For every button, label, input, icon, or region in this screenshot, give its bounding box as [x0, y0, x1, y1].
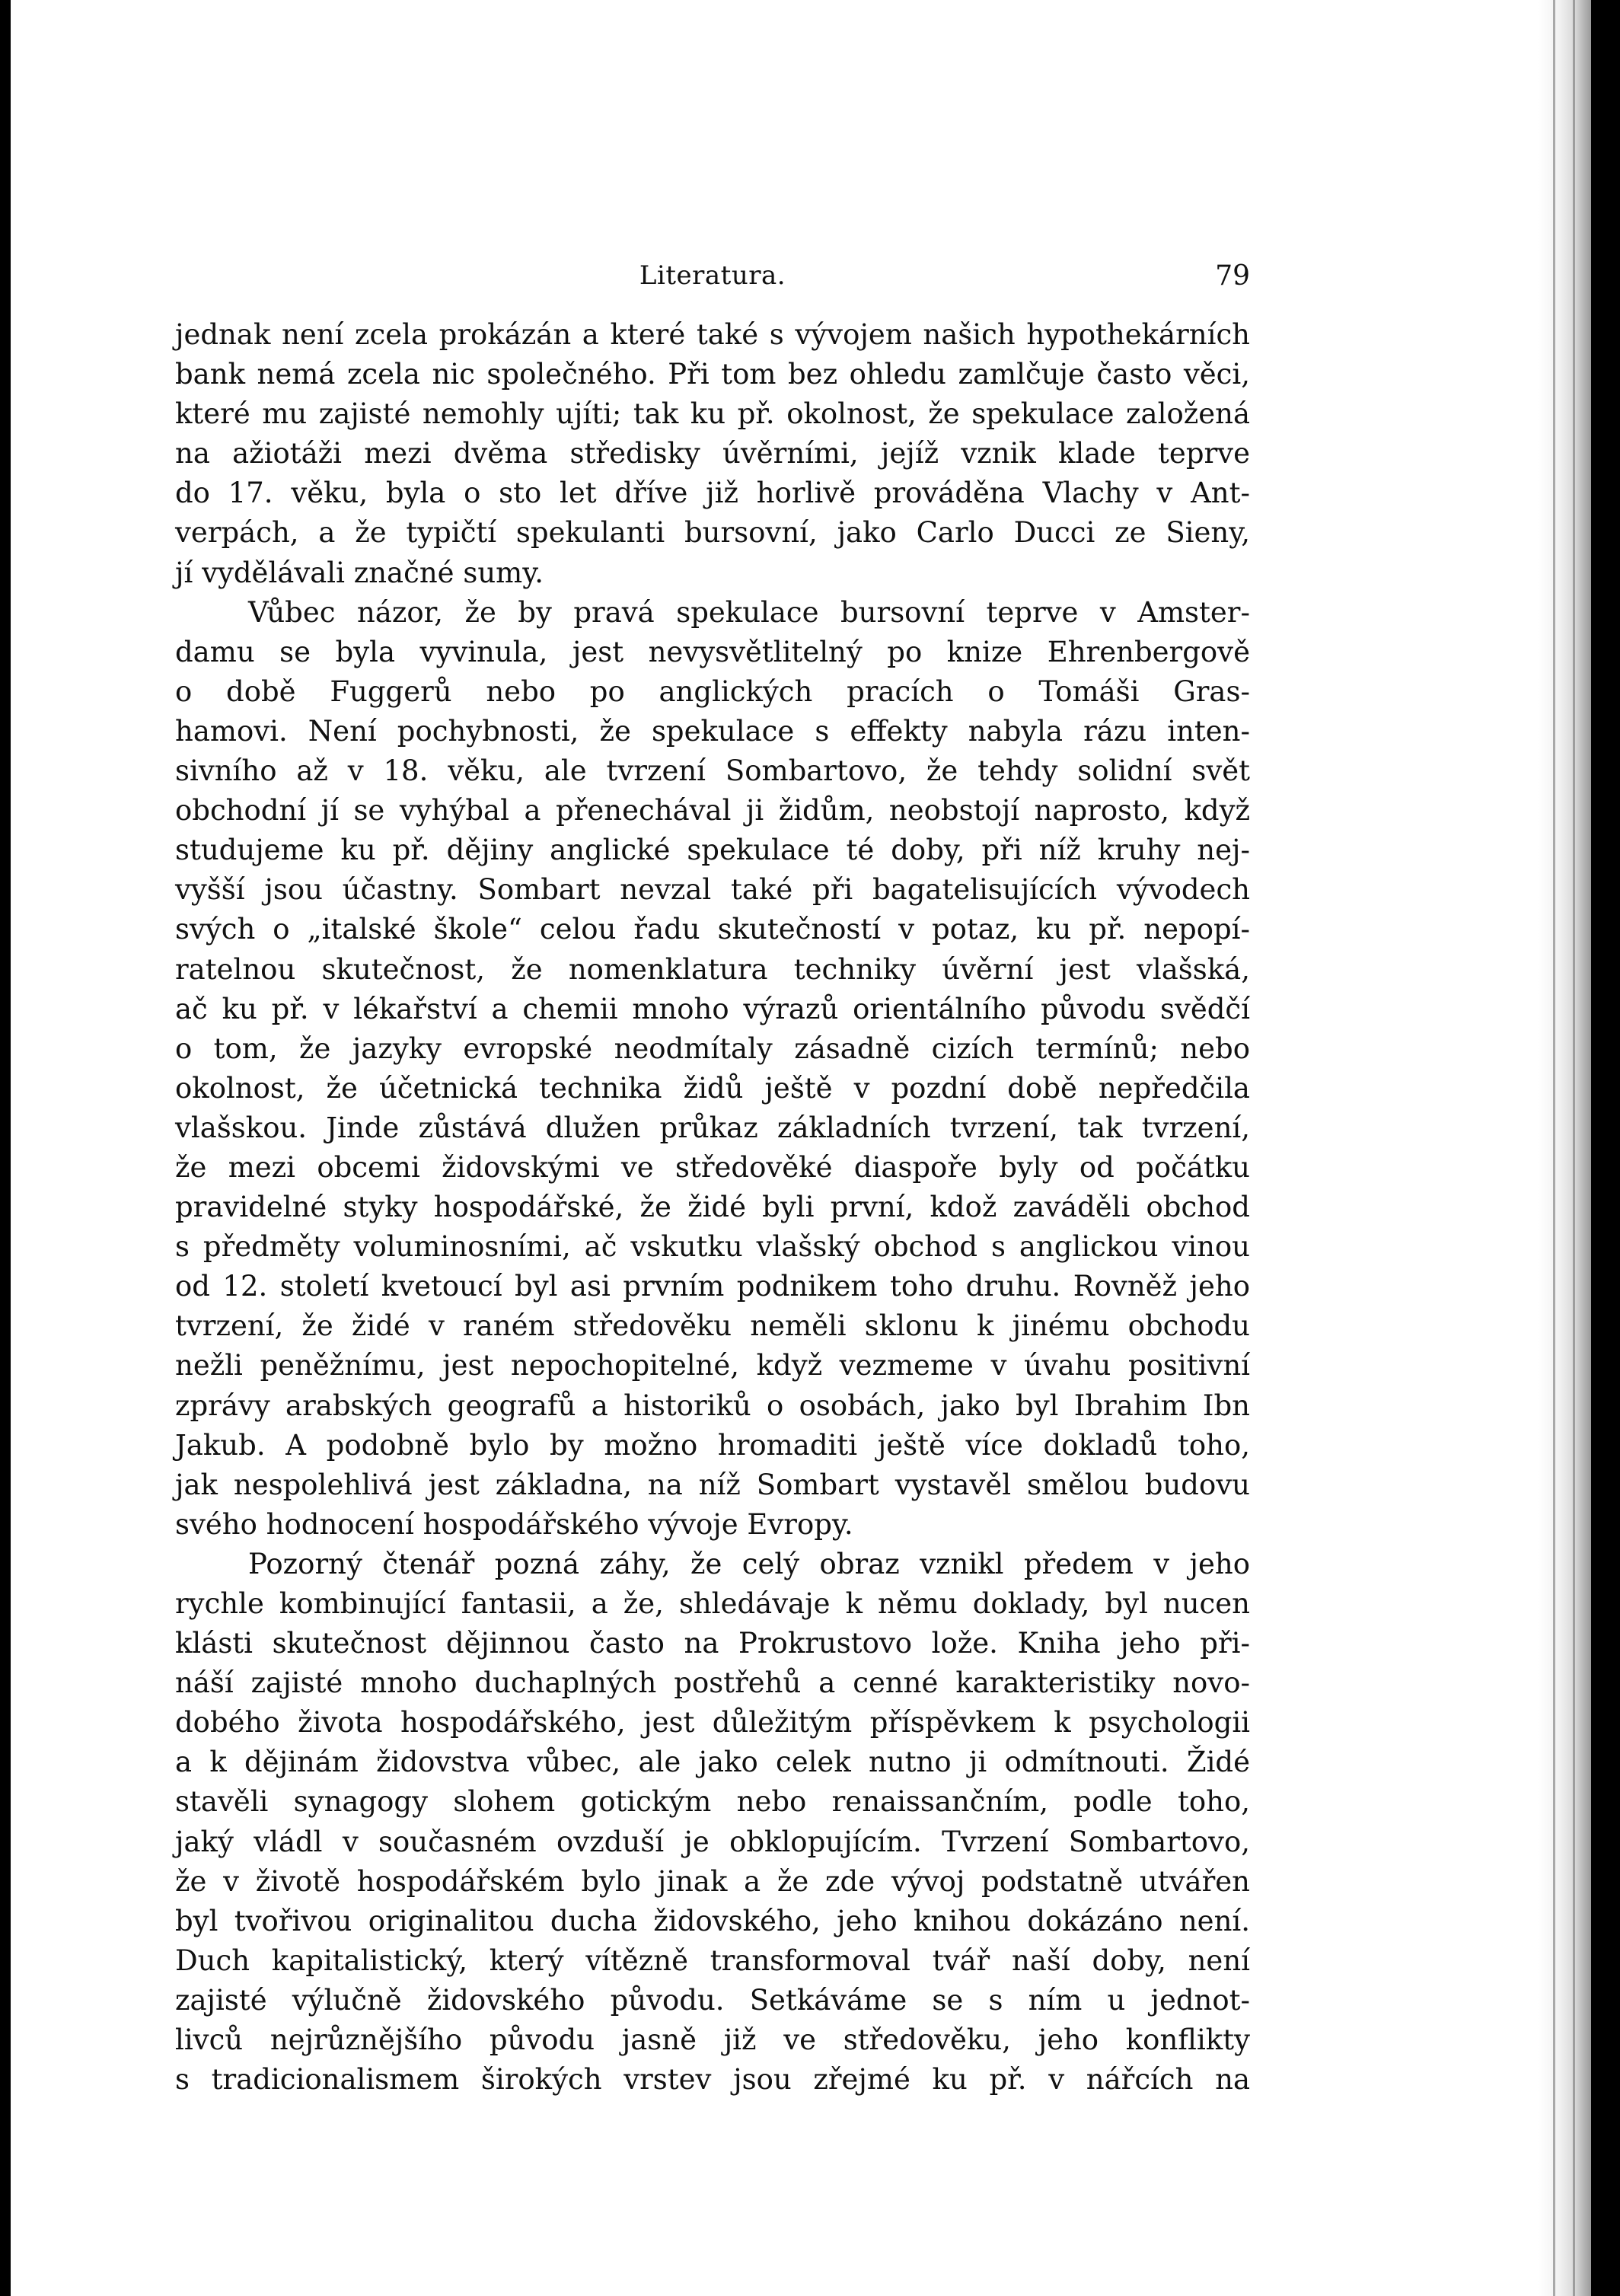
text-line: byl tvořivou originalitou ducha židovského, jeho knihou dokázáno není.	[175, 1904, 1250, 1937]
running-head	[175, 251, 1250, 305]
text-line: damu se byla vyvinula, jest nevysvětlitelný po knize Ehrenbergově	[175, 635, 1250, 668]
text-line: livců nejrůznějšího původu jasně již ve středověku, jeho konflikty	[175, 2023, 1250, 2057]
book-page	[175, 251, 1250, 2100]
page-edge-line	[1553, 0, 1555, 2296]
text-line: verpách, a že typičtí spekulanti bursovní, jako Carlo Ducci ze Sieny,	[175, 516, 1250, 550]
text-line: svého hodnocení hospodářského vývoje Evropy.	[175, 1507, 853, 1541]
text-line: že mezi obcemi židovskými ve středověké diaspoře byly od počátku	[175, 1150, 1250, 1184]
text-line: studujeme ku př. dějiny anglické spekulace té doby, při níž kruhy nej-	[175, 834, 1250, 867]
text-line: s tradicionalismem širokých vrstev jsou zřejmé ku př. v nářcích na	[175, 2063, 1250, 2097]
text-line: jak nespolehlivá jest základna, na níž Sombart vystavěl smělou budovu	[175, 1468, 1250, 1501]
text-line: zprávy arabských geografů a historiků o osobách, jako byl Ibrahim Ibn	[175, 1389, 1250, 1422]
text-line: Pozorný čtenář pozná záhy, že celý obraz vznikl předem v jeho	[248, 1547, 1250, 1580]
page-edge-line	[1573, 0, 1575, 2296]
text-line: ratelnou skutečnost, že nomenklatura techniky úvěrní jest vlašská,	[175, 952, 1250, 986]
text-line: dobého života hospodářského, jest důležitým příspěvkem k psychologii	[175, 1706, 1250, 1740]
text-line: na ažiotáži mezi dvěma středisky úvěrními, jejíž vznik klade teprve	[175, 437, 1250, 470]
text-line: zajisté výlučně židovského původu. Setkáváme se s ním u jednot-	[175, 1983, 1250, 2017]
page-edge-shadow	[1538, 0, 1591, 2296]
text-line: rychle kombinující fantasii, a že, shledávaje k němu doklady, byl nucen	[175, 1587, 1250, 1620]
text-line: vyšší jsou účastny. Sombart nevzal také při bagatelisujících vývodech	[175, 873, 1250, 907]
text-line: nežli peněžnímu, jest nepochopitelné, když vezmeme v úvahu positivní	[175, 1349, 1250, 1382]
running-title: Literatura.	[639, 260, 786, 291]
text-line: o době Fuggerů nebo po anglických pracích o Tomáši Gras-	[175, 674, 1250, 708]
body-text	[175, 315, 1250, 2100]
text-line: Jakub. A podobně bylo by možno hromaditi ještě více dokladů toho,	[175, 1428, 1250, 1462]
text-line: jaký vládl v současném ovzduší je obklopujícím. Tvrzení Sombartovo,	[175, 1825, 1250, 1858]
text-line: obchodní jí se vyhýbal a přenechával ji židům, neobstojí naprosto, když	[175, 794, 1250, 828]
text-line: Duch kapitalistický, který vítězně transformoval tvář naší doby, není	[175, 1944, 1250, 1977]
text-line: vlašskou. Jinde zůstává dlužen průkaz základních tvrzení, tak tvrzení,	[175, 1111, 1250, 1144]
text-line: hamovi. Není pochybnosti, že spekulace s effekty nabyla rázu inten-	[175, 714, 1250, 748]
text-line: jednak není zcela prokázán a které také s vývojem našich hypothekárních	[175, 318, 1250, 351]
text-line: pravidelné styky hospodářské, že židé byli první, kdož zaváděli obchod	[175, 1191, 1250, 1224]
text-line: a k dějinám židovstva vůbec, ale jako celek nutno ji odmítnouti. Židé	[175, 1746, 1250, 1779]
text-line: s předměty voluminosními, ač vskutku vlašský obchod s anglickou vinou	[175, 1230, 1250, 1264]
text-line: svých o „italské škole“ celou řadu skutečností v potaz, ku př. nepopí-	[175, 913, 1250, 946]
text-line: ač ku př. v lékařství a chemii mnoho výrazů orientálního původu svědčí	[175, 992, 1250, 1025]
text-line: do 17. věku, byla o sto let dříve již horlivě prováděna Vlachy v Ant-	[175, 477, 1250, 510]
text-line: náší zajisté mnoho duchaplných postřehů a cenné karakteristiky novo-	[175, 1666, 1250, 1700]
text-line: stavěli synagogy slohem gotickým nebo renaissančním, podle toho,	[175, 1785, 1250, 1819]
text-line: které mu zajisté nemohly ujíti; tak ku př. okolnost, že spekulace založená	[175, 397, 1250, 431]
text-line: bank nemá zcela nic společného. Při tom bez ohledu zamlčuje často věci,	[175, 358, 1250, 391]
text-line: sivního až v 18. věku, ale tvrzení Sombartovo, že tehdy solidní svět	[175, 754, 1250, 788]
text-line: o tom, že jazyky evropské neodmítaly zásadně cizích termínů; nebo	[175, 1032, 1250, 1065]
text-line: tvrzení, že židé v raném středověku neměli sklonu k jinému obchodu	[175, 1309, 1250, 1343]
page-number: 79	[1215, 260, 1250, 292]
text-line: Vůbec názor, že by pravá spekulace bursovní teprve v Amster-	[248, 595, 1250, 629]
text-line: že v životě hospodářském bylo jinak a že zde vývoj podstatně utvářen	[175, 1864, 1250, 1898]
text-line: klásti skutečnost dějinnou často na Prokrustovo lože. Kniha jeho při-	[175, 1627, 1250, 1660]
text-line: okolnost, že účetnická technika židů ještě v pozdní době nepředčila	[175, 1071, 1250, 1105]
text-line: jí vydělávali značné sumy.	[175, 556, 544, 589]
text-line: od 12. století kvetoucí byl asi prvním podnikem toho druhu. Rovněž jeho	[175, 1270, 1250, 1303]
